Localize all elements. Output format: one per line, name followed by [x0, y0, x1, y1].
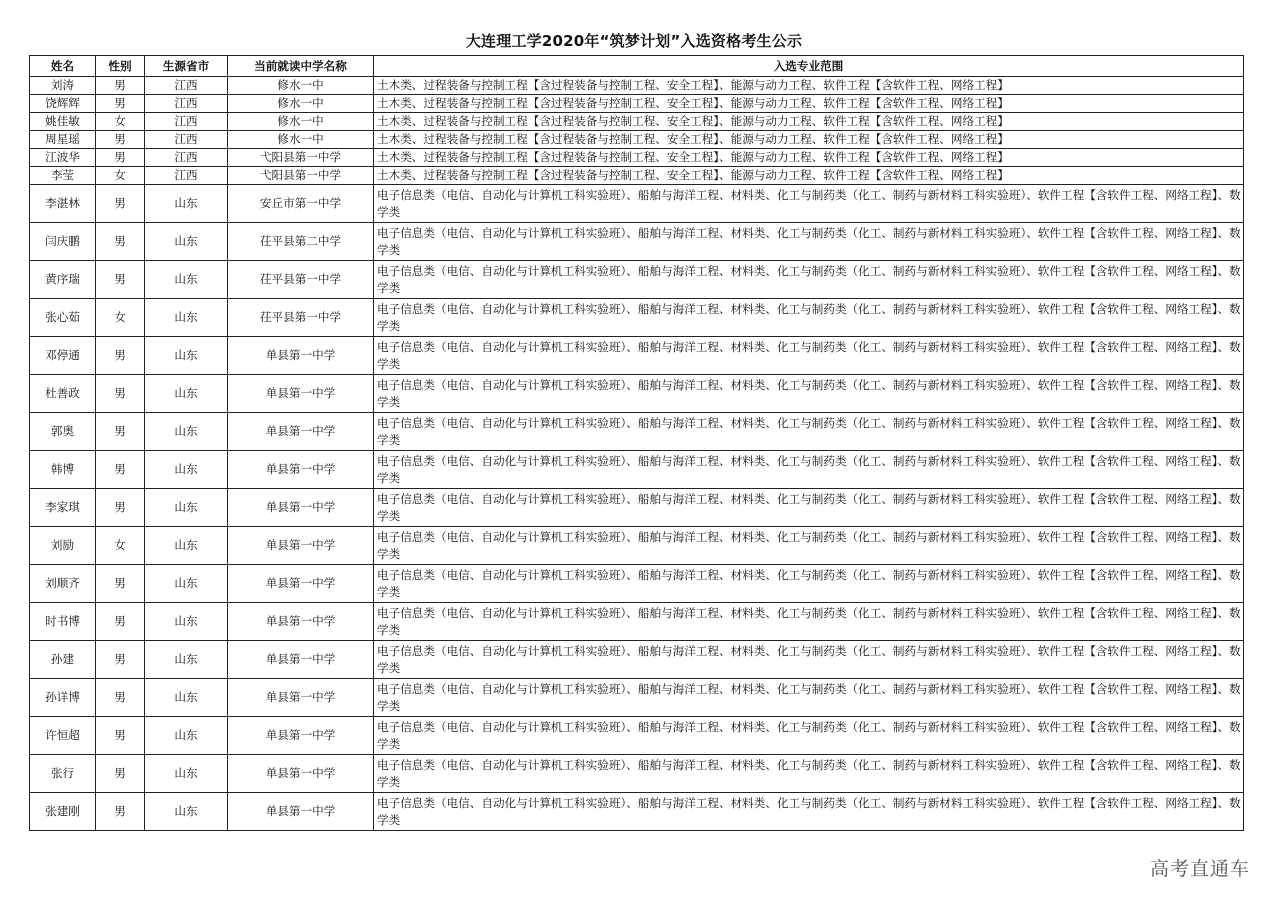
cell-school: 弋阳县第一中学 — [228, 149, 374, 167]
cell-name: 李湛林 — [30, 185, 96, 223]
table-row — [30, 413, 1244, 451]
header-row — [30, 56, 1244, 77]
cell-major-range: 电子信息类（电信、自动化与计算机工科实验班）、船舶与海洋工程、材料类、化工与制药类（化工、制药与新材料工科实验班）、软件工程【含软件工程、网络工程】、数学类 — [374, 223, 1244, 261]
cell-name: 饶辉辉 — [30, 95, 96, 113]
cell-gender: 男 — [96, 149, 145, 167]
cell-major-range: 电子信息类（电信、自动化与计算机工科实验班）、船舶与海洋工程、材料类、化工与制药类（化工、制药与新材料工科实验班）、软件工程【含软件工程、网络工程】、数学类 — [374, 375, 1244, 413]
cell-school: 单县第一中学 — [228, 755, 374, 793]
cell-school: 单县第一中学 — [228, 717, 374, 755]
cell-name: 刘励 — [30, 527, 96, 565]
cell-name: 张建刚 — [30, 793, 96, 831]
cell-major-range: 土木类、过程装备与控制工程【含过程装备与控制工程、安全工程】、能源与动力工程、软件工程【含软件工程、网络工程】 — [374, 167, 1244, 185]
cell-gender: 男 — [96, 261, 145, 299]
cell-school: 单县第一中学 — [228, 565, 374, 603]
table-row — [30, 527, 1244, 565]
cell-major-range: 电子信息类（电信、自动化与计算机工科实验班）、船舶与海洋工程、材料类、化工与制药类（化工、制药与新材料工科实验班）、软件工程【含软件工程、网络工程】、数学类 — [374, 603, 1244, 641]
cell-gender: 男 — [96, 77, 145, 95]
cell-major-range: 电子信息类（电信、自动化与计算机工科实验班）、船舶与海洋工程、材料类、化工与制药类（化工、制药与新材料工科实验班）、软件工程【含软件工程、网络工程】、数学类 — [374, 717, 1244, 755]
table-row — [30, 95, 1244, 113]
table-body — [30, 77, 1244, 831]
document-title: 大连理工学2020年“筑梦计划”入选资格考生公示 — [465, 32, 803, 50]
cell-province: 山东 — [145, 679, 228, 717]
table-row — [30, 717, 1244, 755]
cell-province: 山东 — [145, 337, 228, 375]
cell-province: 山东 — [145, 755, 228, 793]
cell-name: 姚佳敏 — [30, 113, 96, 131]
cell-major-range: 土木类、过程装备与控制工程【含过程装备与控制工程、安全工程】、能源与动力工程、软件工程【含软件工程、网络工程】 — [374, 113, 1244, 131]
cell-gender: 男 — [96, 565, 145, 603]
cell-name: 孙详博 — [30, 679, 96, 717]
cell-gender: 男 — [96, 413, 145, 451]
cell-name: 李莹 — [30, 167, 96, 185]
cell-major-range: 土木类、过程装备与控制工程【含过程装备与控制工程、安全工程】、能源与动力工程、软件工程【含软件工程、网络工程】 — [374, 149, 1244, 167]
cell-province: 江西 — [145, 131, 228, 149]
cell-major-range: 电子信息类（电信、自动化与计算机工科实验班）、船舶与海洋工程、材料类、化工与制药类（化工、制药与新材料工科实验班）、软件工程【含软件工程、网络工程】、数学类 — [374, 451, 1244, 489]
cell-name: 杜善政 — [30, 375, 96, 413]
table-row — [30, 131, 1244, 149]
cell-school: 单县第一中学 — [228, 337, 374, 375]
cell-name: 刘涛 — [30, 77, 96, 95]
cell-gender: 男 — [96, 641, 145, 679]
cell-province: 山东 — [145, 489, 228, 527]
table-row — [30, 489, 1244, 527]
cell-school: 茌平县第二中学 — [228, 223, 374, 261]
cell-major-range: 电子信息类（电信、自动化与计算机工科实验班）、船舶与海洋工程、材料类、化工与制药类（化工、制药与新材料工科实验班）、软件工程【含软件工程、网络工程】、数学类 — [374, 261, 1244, 299]
cell-gender: 男 — [96, 603, 145, 641]
cell-major-range: 电子信息类（电信、自动化与计算机工科实验班）、船舶与海洋工程、材料类、化工与制药类（化工、制药与新材料工科实验班）、软件工程【含软件工程、网络工程】、数学类 — [374, 527, 1244, 565]
cell-major-range: 电子信息类（电信、自动化与计算机工科实验班）、船舶与海洋工程、材料类、化工与制药类（化工、制药与新材料工科实验班）、软件工程【含软件工程、网络工程】、数学类 — [374, 755, 1244, 793]
table-row — [30, 337, 1244, 375]
cell-gender: 男 — [96, 375, 145, 413]
cell-major-range: 电子信息类（电信、自动化与计算机工科实验班）、船舶与海洋工程、材料类、化工与制药类（化工、制药与新材料工科实验班）、软件工程【含软件工程、网络工程】、数学类 — [374, 299, 1244, 337]
cell-school: 修水一中 — [228, 131, 374, 149]
cell-major-range: 电子信息类（电信、自动化与计算机工科实验班）、船舶与海洋工程、材料类、化工与制药类（化工、制药与新材料工科实验班）、软件工程【含软件工程、网络工程】、数学类 — [374, 413, 1244, 451]
table-row — [30, 77, 1244, 95]
cell-province: 山东 — [145, 565, 228, 603]
header-province: 生源省市 — [145, 56, 228, 77]
cell-province: 山东 — [145, 223, 228, 261]
cell-name: 韩博 — [30, 451, 96, 489]
cell-gender: 男 — [96, 185, 145, 223]
table-row — [30, 167, 1244, 185]
cell-gender: 男 — [96, 223, 145, 261]
cell-gender: 男 — [96, 489, 145, 527]
table-header — [30, 56, 1244, 77]
table-row — [30, 185, 1244, 223]
cell-school: 修水一中 — [228, 77, 374, 95]
cell-school: 茌平县第一中学 — [228, 299, 374, 337]
cell-school: 弋阳县第一中学 — [228, 167, 374, 185]
cell-school: 修水一中 — [228, 95, 374, 113]
table-row — [30, 755, 1244, 793]
table-row — [30, 565, 1244, 603]
cell-school: 单县第一中学 — [228, 375, 374, 413]
table-row — [30, 375, 1244, 413]
table-row — [30, 149, 1244, 167]
cell-province: 山东 — [145, 641, 228, 679]
cell-name: 李家琪 — [30, 489, 96, 527]
cell-major-range: 电子信息类（电信、自动化与计算机工科实验班）、船舶与海洋工程、材料类、化工与制药类（化工、制药与新材料工科实验班）、软件工程【含软件工程、网络工程】、数学类 — [374, 565, 1244, 603]
table-row — [30, 223, 1244, 261]
cell-school: 单县第一中学 — [228, 413, 374, 451]
cell-province: 山东 — [145, 527, 228, 565]
cell-province: 山东 — [145, 185, 228, 223]
table-row — [30, 261, 1244, 299]
cell-gender: 男 — [96, 337, 145, 375]
cell-name: 许恒超 — [30, 717, 96, 755]
cell-gender: 女 — [96, 527, 145, 565]
cell-province: 江西 — [145, 77, 228, 95]
cell-province: 山东 — [145, 793, 228, 831]
cell-major-range: 电子信息类（电信、自动化与计算机工科实验班）、船舶与海洋工程、材料类、化工与制药类（化工、制药与新材料工科实验班）、软件工程【含软件工程、网络工程】、数学类 — [374, 679, 1244, 717]
candidate-table — [29, 55, 1244, 831]
cell-school: 修水一中 — [228, 113, 374, 131]
cell-province: 山东 — [145, 299, 228, 337]
cell-province: 山东 — [145, 603, 228, 641]
cell-province: 山东 — [145, 375, 228, 413]
cell-province: 山东 — [145, 413, 228, 451]
cell-major-range: 土木类、过程装备与控制工程【含过程装备与控制工程、安全工程】、能源与动力工程、软件工程【含软件工程、网络工程】 — [374, 131, 1244, 149]
cell-gender: 男 — [96, 131, 145, 149]
cell-school: 单县第一中学 — [228, 489, 374, 527]
table-row — [30, 451, 1244, 489]
cell-name: 刘顺齐 — [30, 565, 96, 603]
table-row — [30, 113, 1244, 131]
cell-school: 茌平县第一中学 — [228, 261, 374, 299]
cell-name: 邓停通 — [30, 337, 96, 375]
cell-gender: 男 — [96, 755, 145, 793]
cell-province: 山东 — [145, 717, 228, 755]
cell-school: 单县第一中学 — [228, 527, 374, 565]
cell-name: 江波华 — [30, 149, 96, 167]
cell-province: 山东 — [145, 451, 228, 489]
cell-gender: 男 — [96, 793, 145, 831]
cell-name: 张行 — [30, 755, 96, 793]
cell-major-range: 电子信息类（电信、自动化与计算机工科实验班）、船舶与海洋工程、材料类、化工与制药类（化工、制药与新材料工科实验班）、软件工程【含软件工程、网络工程】、数学类 — [374, 489, 1244, 527]
cell-school: 单县第一中学 — [228, 793, 374, 831]
cell-name: 孙建 — [30, 641, 96, 679]
header-name: 姓名 — [30, 56, 96, 77]
cell-name: 时书博 — [30, 603, 96, 641]
cell-major-range: 电子信息类（电信、自动化与计算机工科实验班）、船舶与海洋工程、材料类、化工与制药类（化工、制药与新材料工科实验班）、软件工程【含软件工程、网络工程】、数学类 — [374, 185, 1244, 223]
cell-gender: 女 — [96, 299, 145, 337]
cell-name: 周星瑶 — [30, 131, 96, 149]
cell-major-range: 土木类、过程装备与控制工程【含过程装备与控制工程、安全工程】、能源与动力工程、软件工程【含软件工程、网络工程】 — [374, 95, 1244, 113]
cell-major-range: 电子信息类（电信、自动化与计算机工科实验班）、船舶与海洋工程、材料类、化工与制药类（化工、制药与新材料工科实验班）、软件工程【含软件工程、网络工程】、数学类 — [374, 641, 1244, 679]
cell-province: 江西 — [145, 167, 228, 185]
cell-gender: 男 — [96, 717, 145, 755]
cell-major-range: 土木类、过程装备与控制工程【含过程装备与控制工程、安全工程】、能源与动力工程、软件工程【含软件工程、网络工程】 — [374, 77, 1244, 95]
header-school: 当前就读中学名称 — [228, 56, 374, 77]
table-row — [30, 641, 1244, 679]
cell-school: 单县第一中学 — [228, 451, 374, 489]
cell-province: 江西 — [145, 113, 228, 131]
cell-school: 单县第一中学 — [228, 603, 374, 641]
cell-province: 江西 — [145, 149, 228, 167]
cell-name: 黄序瑞 — [30, 261, 96, 299]
cell-name: 张心茹 — [30, 299, 96, 337]
table-row — [30, 679, 1244, 717]
cell-gender: 男 — [96, 95, 145, 113]
table-row — [30, 793, 1244, 831]
header-major-range: 入选专业范围 — [374, 56, 1244, 77]
header-gender: 性别 — [96, 56, 145, 77]
cell-major-range: 电子信息类（电信、自动化与计算机工科实验班）、船舶与海洋工程、材料类、化工与制药类（化工、制药与新材料工科实验班）、软件工程【含软件工程、网络工程】、数学类 — [374, 337, 1244, 375]
cell-gender: 女 — [96, 167, 145, 185]
cell-gender: 男 — [96, 451, 145, 489]
watermark-text: 高考直通车 — [1149, 858, 1250, 880]
cell-gender: 女 — [96, 113, 145, 131]
cell-school: 安丘市第一中学 — [228, 185, 374, 223]
table-row — [30, 299, 1244, 337]
table-row — [30, 603, 1244, 641]
cell-name: 闫庆鹏 — [30, 223, 96, 261]
cell-name: 郭奥 — [30, 413, 96, 451]
cell-gender: 男 — [96, 679, 145, 717]
cell-province: 山东 — [145, 261, 228, 299]
cell-school: 单县第一中学 — [228, 641, 374, 679]
cell-major-range: 电子信息类（电信、自动化与计算机工科实验班）、船舶与海洋工程、材料类、化工与制药类（化工、制药与新材料工科实验班）、软件工程【含软件工程、网络工程】、数学类 — [374, 793, 1244, 831]
cell-school: 单县第一中学 — [228, 679, 374, 717]
cell-province: 江西 — [145, 95, 228, 113]
